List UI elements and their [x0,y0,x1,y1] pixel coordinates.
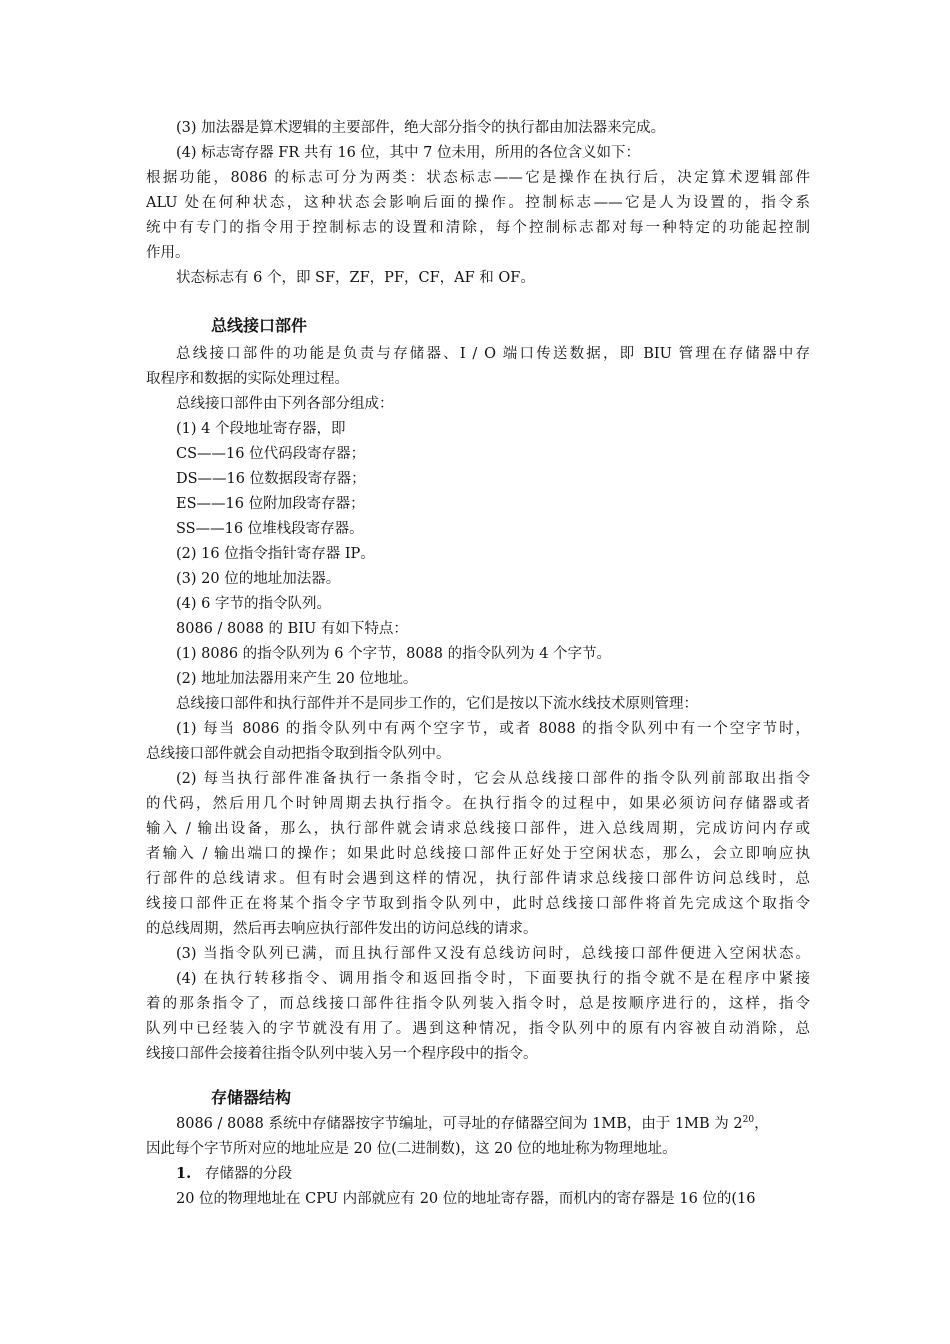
section-heading-memory: 存储器结构 [211,1088,292,1107]
pipeline-rule-line: (3) 当指令队列已满，而且执行部件又没有总线访问时，总线接口部件便进入空闲状态。 [176,946,810,962]
biu-part-item: (4) 6 字节的指令队列。 [176,596,331,612]
memory-line-text: 8086 / 8088 系统中存储器按字节编址，可寻址的存储器空间为 1MB，由于 1MB 为 2 [176,1116,743,1132]
pipeline-rule-line: 总线接口部件就会自动把指令取到指令队列中。 [146,746,451,762]
pipeline-rule-line: 线接口部件会接着往指令队列中装入另一个程序段中的指令。 [146,1046,538,1062]
biu-part-item: (1) 4 个段地址寄存器，即 [176,421,346,437]
biu-desc-line: 总线接口部件的功能是负责与存储器、I / O 端口传送数据，即 BIU 管理在存储器中存 [176,346,810,362]
status-flags-line: 状态标志有 6 个，即 SF，ZF，PF，CF，AF 和 OF。 [176,270,535,286]
flags-paragraph-line: 根据功能，8086 的标志可分为两类：状态标志——它是操作在执行后，决定算术逻辑部件 [146,170,810,186]
pipeline-rule-line: 者输入 / 输出端口的操作；如果此时总线接口部件正好处于空闲状态，那么，会立即响应执 [146,846,810,862]
pipeline-rule-line: 队列中已经装入的字节就没有用了。遇到这种情况，指令队列中的原有内容被自动消除，总 [146,1021,810,1037]
memory-line [176,1112,810,1136]
pipeline-rule-line: (4) 在执行转移指令、调用指令和返回指令时，下面要执行的指令就不是在程序中紧接 [176,971,810,987]
pipeline-rule-line: 着的那条指令了，而总线接口部件往指令队列装入指令时，总是按顺序进行的，这样，指令 [146,996,810,1012]
biu-desc-line: 取程序和数据的实际处理过程。 [146,371,349,387]
pipeline-rule-line: 输入 / 输出设备，那么，执行部件就会请求总线接口部件，进入总线周期，完成访问内存或 [146,821,810,837]
flag-register-line: (4) 标志寄存器 FR 共有 16 位，其中 7 位未用，所用的各位含义如下： [176,145,640,161]
pipeline-intro: 总线接口部件和执行部件并不是同步工作的，它们是按以下流水线技术原则管理： [176,696,698,712]
memory-line-text: ， [754,1116,769,1132]
flags-paragraph-line: ALU 处在何种状态，这种状态会影响后面的操作。控制标志——它是人为设置的，指令系 [146,195,810,211]
biu-part-item: ES——16 位附加段寄存器； [176,496,365,512]
pipeline-rule-line: (1) 每当 8086 的指令队列中有两个空字节，或者 8088 的指令队列中有一个空字节时， [176,721,810,737]
memory-subsection-heading [176,1162,810,1186]
flags-paragraph-line: 作用。 [146,245,190,261]
pipeline-rule-line: (2) 每当执行部件准备执行一条指令时，它会从总线接口部件的指令队列前部取出指令 [176,771,810,787]
biu-part-item: CS——16 位代码段寄存器； [176,446,366,462]
subsection-title: 存储器的分段 [204,1166,292,1182]
biu-feature-item: (1) 8086 的指令队列为 6 个字节，8088 的指令队列为 4 个字节。 [176,646,612,662]
pipeline-rule-line: 的总线周期，然后再去响应执行部件发出的访问总线的请求。 [146,921,538,937]
subsection-number: 1. [176,1165,192,1182]
biu-part-item: (2) 16 位指令指针寄存器 IP。 [176,546,375,562]
pipeline-rule-line: 的代码，然后用几个时钟周期去执行指令。在执行指令的过程中，如果必须访问存储器或者 [146,796,810,812]
biu-feature-item: (2) 地址加法器用来产生 20 位地址。 [176,671,418,687]
biu-parts-intro: 总线接口部件由下列各部分组成： [176,396,394,412]
memory-line: 因此每个字节所对应的地址应是 20 位(二进制数)，这 20 位的地址称为物理地址。 [146,1141,677,1157]
adder-line: (3) 加法器是算术逻辑的主要部件，绝大部分指令的执行都由加法器来完成。 [176,120,666,136]
section-heading-biu: 总线接口部件 [211,316,308,335]
exponent: 20 [742,1115,755,1126]
biu-part-item: DS——16 位数据段寄存器； [176,471,366,487]
memory-line: 20 位的物理地址在 CPU 内部就应有 20 位的地址寄存器，而机内的寄存器是 16 位的(16 [176,1191,756,1207]
pipeline-rule-line: 线接口部件正在将某个指令字节取到指令队列中，此时总线接口部件将首先完成这个取指令 [146,896,810,912]
flags-paragraph-line: 统中有专门的指令用于控制标志的设置和清除，每个控制标志都对每一种特定的功能起控制 [146,220,810,236]
biu-part-item: SS——16 位堆栈段寄存器。 [176,521,364,537]
pipeline-rule-line: 行部件的总线请求。但有时会遇到这样的情况，执行部件请求总线接口部件访问总线时，总 [146,871,810,887]
biu-features-intro: 8086 / 8088 的 BIU 有如下特点： [176,621,408,637]
biu-part-item: (3) 20 位的地址加法器。 [176,571,341,587]
